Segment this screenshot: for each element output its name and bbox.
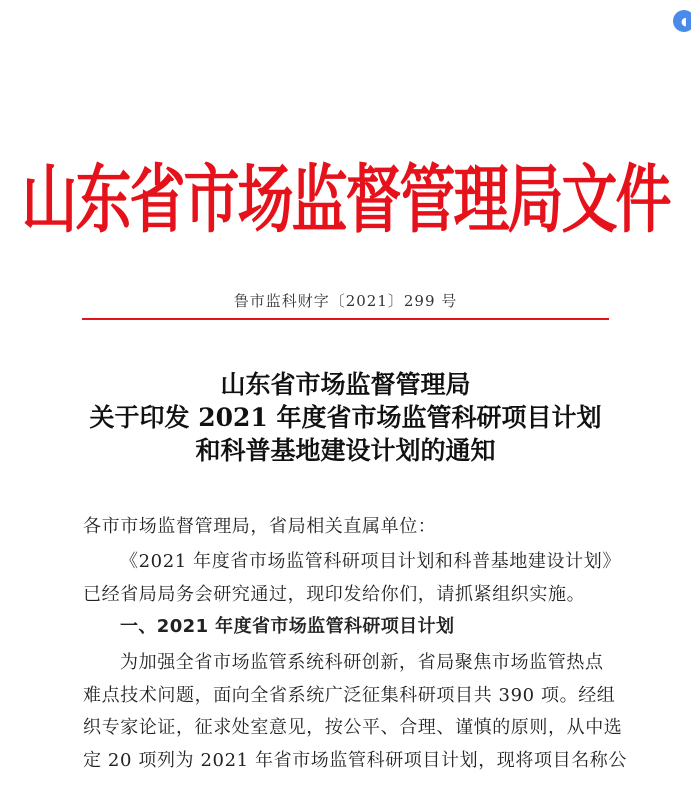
document-header-title: 山东省市场监督管理局文件 [21, 156, 670, 244]
notice-title-line-2: 关于印发 2021 年度省市场监管科研项目计划 [89, 403, 602, 432]
paragraph-line: 难点技术问题，面向全省系统广泛征集科研项目共 390 项。经组 [83, 685, 616, 706]
notice-title-line-1: 山东省市场监督管理局 [220, 370, 471, 399]
paragraph-line: 《2021 年度省市场监管科研项目计划和科普基地建设计划》 [120, 551, 621, 572]
document-number: 鲁市监科财字〔2021〕299 号 [233, 292, 458, 310]
paragraph-line: 已经省局局务会研究通过，现印发给你们，请抓紧组织实施。 [83, 584, 586, 605]
section-heading: 一、2021 年度省市场监管科研项目计划 [120, 616, 455, 637]
paragraph-line: 定 20 项列为 2021 年省市场监管科研项目计划，现将项目名称公 [83, 750, 627, 771]
app-corner-icon[interactable]: ◖ [673, 10, 691, 32]
notice-title-line-3: 和科普基地建设计划的通知 [195, 436, 496, 465]
paragraph-line: 织专家论证，征求处室意见，按公平、合理、谨慎的原则，从中选 [83, 717, 623, 738]
paragraph-line: 为加强全省市场监管系统科研创新，省局聚焦市场监管热点 [120, 652, 604, 673]
header-divider [82, 318, 609, 320]
notice-title [0, 368, 691, 467]
salutation: 各市市场监督管理局，省局相关直属单位： [83, 516, 437, 537]
